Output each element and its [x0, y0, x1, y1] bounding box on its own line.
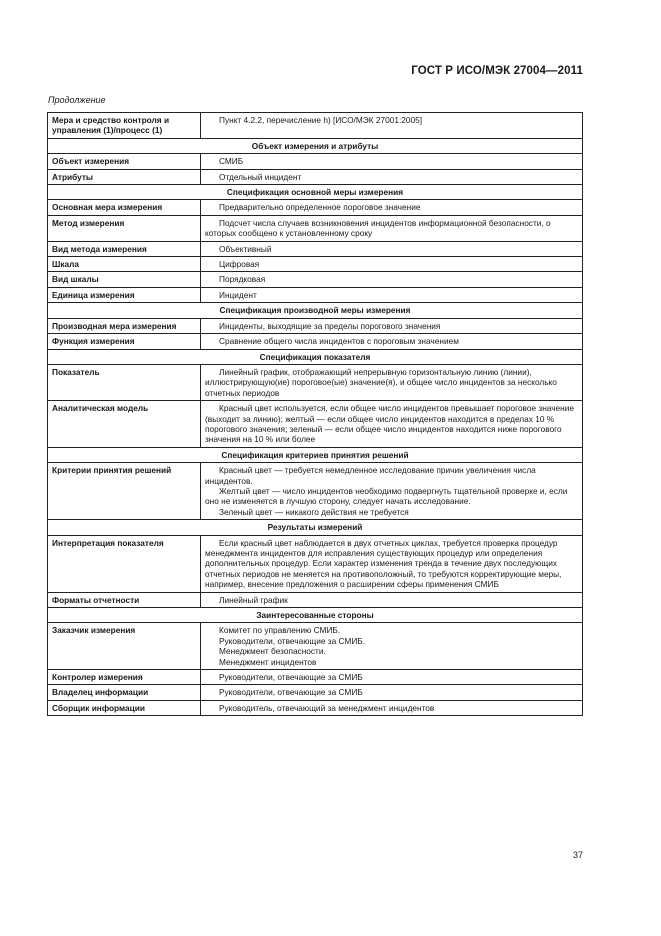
table-row	[48, 364, 583, 400]
table-row	[48, 592, 583, 607]
table-row	[48, 670, 583, 685]
row-label: Интерпретация показателя	[48, 535, 201, 592]
section-heading: Результаты измерений	[48, 520, 583, 535]
row-label: Шкала	[48, 257, 201, 272]
row-value: Руководители, отвечающие за СМИБ	[201, 685, 583, 700]
row-value: Цифровая	[201, 257, 583, 272]
table-row	[48, 200, 583, 215]
table-row	[48, 215, 583, 241]
criterion-red: Красный цвет — требуется немедленное исследование причин увеличения числа инцидентов.	[205, 465, 536, 486]
row-label: Сборщик информации	[48, 700, 201, 715]
section-heading: Спецификация показателя	[48, 349, 583, 364]
table-row	[48, 241, 583, 256]
section-heading: Спецификация основной меры измерения	[48, 185, 583, 200]
table-row	[48, 318, 583, 333]
table-row	[48, 169, 583, 184]
table-row	[48, 463, 583, 520]
row-value	[201, 623, 583, 670]
row-label: Объект измерения	[48, 154, 201, 169]
page-number: 37	[572, 850, 583, 860]
row-value: Красный цвет используется, если общее число инцидентов превышает пороговое значение (выходит за линию); желтый — если общее число инцидентов находится в пределах 10 % порогового значения; зеленый — если общее число инцидентов находится ниже порогового значения на 10 % или более	[201, 401, 583, 448]
row-value: Порядковая	[201, 272, 583, 287]
table-row	[48, 272, 583, 287]
section-row	[48, 303, 583, 318]
stakeholder-line: Руководители, отвечающие за СМИБ.	[219, 635, 366, 646]
table-row	[48, 334, 583, 349]
row-value: Предварительно определенное пороговое значение	[201, 200, 583, 215]
row-value: Если красный цвет наблюдается в двух отчетных циклах, требуется проверка процедур менеджмента инцидентов для исправления существующих процедур или определения дополнительных процедур. Если характер изменения тренда в течение двух последующих отчетных периодов не меняется на противоположный, то требуются корректирующие меры, например, внесение предложения о расширении сферы применения СМИБ	[201, 535, 583, 592]
section-row	[48, 185, 583, 200]
document-header: ГОСТ Р ИСО/МЭК 27004—2011	[411, 65, 583, 77]
row-label: Функция измерения	[48, 334, 201, 349]
row-label: Вид шкалы	[48, 272, 201, 287]
criterion-green: Зеленый цвет — никакого действия не требуется	[219, 506, 409, 517]
row-value: Сравнение общего числа инцидентов с пороговым значением	[201, 334, 583, 349]
stakeholder-line: Менеджмент инцидентов	[219, 656, 317, 667]
table-row	[48, 685, 583, 700]
table-row	[48, 154, 583, 169]
section-heading: Заинтересованные стороны	[48, 608, 583, 623]
row-label: Атрибуты	[48, 169, 201, 184]
criterion-yellow: Желтый цвет — число инцидентов необходимо подвергнуть тщательной проверке и, если оно не изменяется в лучшую сторону, следует начать исследование.	[205, 485, 568, 507]
table-row	[48, 535, 583, 592]
table-row	[48, 401, 583, 448]
section-row	[48, 447, 583, 462]
stakeholder-line: Комитет по управлению СМИБ.	[219, 625, 341, 636]
row-value: Руководитель, отвечающий за менеджмент инцидентов	[201, 700, 583, 715]
table-row	[48, 700, 583, 715]
table-row	[48, 113, 583, 139]
row-value: Инцидент	[201, 287, 583, 302]
section-heading: Спецификация критериев принятия решений	[48, 447, 583, 462]
row-label: Единица измерения	[48, 287, 201, 302]
row-label: Аналитическая модель	[48, 401, 201, 448]
section-row	[48, 138, 583, 153]
row-label: Вид метода измерения	[48, 241, 201, 256]
section-row	[48, 349, 583, 364]
row-value: Объективный	[201, 241, 583, 256]
row-label: Критерии принятия решений	[48, 463, 201, 520]
row-value: Инциденты, выходящие за пределы порогового значения	[201, 318, 583, 333]
section-row	[48, 520, 583, 535]
row-value: Отдельный инцидент	[201, 169, 583, 184]
stakeholder-line: Менеджмент безопасности.	[219, 646, 326, 657]
row-label: Метод измерения	[48, 215, 201, 241]
row-label: Основная мера измерения	[48, 200, 201, 215]
row-value: Подсчет числа случаев возникновения инцидентов информационной безопасности, о которых сообщено к установленному сроку	[201, 215, 583, 241]
row-value: Линейный график	[201, 592, 583, 607]
row-label: Владелец информации	[48, 685, 201, 700]
continuation-label: Продолжение	[48, 95, 106, 105]
section-heading: Спецификация производной меры измерения	[48, 303, 583, 318]
table-row	[48, 287, 583, 302]
row-label: Мера и средство контроля и управления (1)/процесс (1)	[48, 113, 201, 139]
row-value: Руководители, отвечающие за СМИБ	[201, 670, 583, 685]
row-value	[201, 463, 583, 520]
row-value: Пункт 4.2.2, перечисление h) [ИСО/МЭК 27001:2005]	[201, 113, 583, 139]
row-label: Производная мера измерения	[48, 318, 201, 333]
row-label: Форматы отчетности	[48, 592, 201, 607]
row-label: Показатель	[48, 364, 201, 400]
table-row	[48, 623, 583, 670]
section-heading: Объект измерения и атрибуты	[48, 138, 583, 153]
row-value: Линейный график, отображающий непрерывную горизонтальную линию (линии), иллюстрирующую(ие) пороговое(ые) значение(я), и общее число инцидентов за несколько отчетных периодов	[201, 364, 583, 400]
section-row	[48, 608, 583, 623]
row-label: Контролер измерения	[48, 670, 201, 685]
table-row	[48, 257, 583, 272]
row-value: СМИБ	[201, 154, 583, 169]
measurement-spec-table	[47, 112, 583, 716]
row-label: Заказчик измерения	[48, 623, 201, 670]
